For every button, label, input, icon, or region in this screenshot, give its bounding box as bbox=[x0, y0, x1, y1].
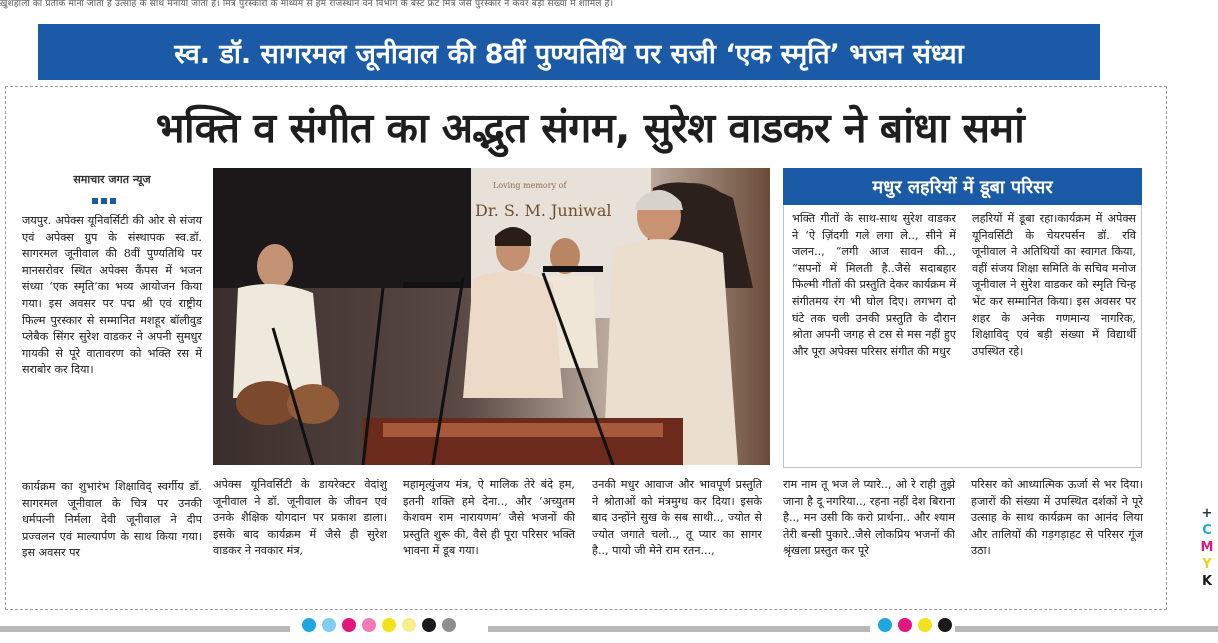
byline: समाचार जगत न्यूज bbox=[73, 173, 151, 186]
column-1-para-2 bbox=[22, 479, 202, 601]
grey-dot-icon bbox=[442, 618, 456, 632]
black-dot-icon bbox=[422, 618, 436, 632]
sidebar-right-column bbox=[972, 211, 1136, 461]
byline-ornament bbox=[92, 198, 116, 204]
cmyk-k: K bbox=[1201, 574, 1213, 589]
cmyk-m: M bbox=[1200, 540, 1214, 555]
column-5 bbox=[783, 477, 955, 602]
sidebar-heading: मधुर लहरियों में डूबा परिसर bbox=[783, 168, 1142, 205]
cmyk-y: Y bbox=[1202, 557, 1212, 572]
column-3 bbox=[403, 477, 575, 602]
cmyk-registration-mark bbox=[1198, 505, 1216, 590]
paragraph: राम नाम तू भज ले प्यारे.., ओ रे राही तुझे जाना है दू नगरिया.., रहना नहीं देश बिराना है.., मन उसी कि करो प्रार्थना.. और श्याम तेरी बन्सी पुकारे..जैसे लोकप्रिय भजनों की श्रृंखला प्रस्तुत कर पूरे bbox=[783, 478, 955, 558]
sidebar-left-column bbox=[792, 211, 956, 461]
lead-paragraph: जयपुर. अपेक्स यूनिवर्सिटी की ओर से संजय एवं अपेक्स ग्रुप के संस्थापक स्व.डॉ. सागरमल जूनीवाल की 8वीं पुण्यतिथि पर मानसरोवर स्थित अपेक्स कैंपस में भजन संध्या ‘एक स्मृति’का भव्य आयोजन किया गया। इस अवसर पर पद्म श्री एवं राष्ट्रीय फिल्म पुरस्कार से सम्मानित मशहूर बॉलीवुड प्लेबैक सिंगर सुरेश वाडकर ने अपनी सुमधुर गायकी से पूरे वातावरण को भक्ति रस में सराबोर कर दिया। bbox=[22, 214, 202, 377]
concert-photo-illustration bbox=[213, 168, 770, 465]
paragraph: परिसर को आध्यात्मिक ऊर्जा से भर दिया। हजारों की संख्या में उपस्थित दर्शकों ने पूरे उत्साह के साथ कार्यक्रम का आनंद लिया और तालियों की गड़गड़ाहट से परिसर गूंज उठा। bbox=[971, 478, 1143, 558]
cyan-dot-icon bbox=[302, 618, 316, 632]
yellow-dot-icon bbox=[918, 618, 932, 632]
column-6 bbox=[971, 477, 1143, 602]
light-cyan-dot-icon bbox=[322, 618, 336, 632]
paragraph: उनकी मधुर आवाज और भावपूर्ण प्रस्तुति ने श्रोताओं को मंत्रमुग्ध कर दिया। इसके बाद उन्होंने सुख के सब साथी.., ज्योत से ज्योत जगाते चलो.., तू प्यार का सागर है.., पायो जी मेने राम रतन..., bbox=[592, 478, 762, 558]
paragraph: कार्यक्रम का शुभारंभ शिक्षाविद् स्वर्गीय डॉ. सागरमल जूनीवाल के चित्र पर उनकी धर्मपत्नी निर्मला देवी जूनीवाल ने दीप प्रज्वलन एवं माल्यार्पण के साथ किया गया। इस अवसर पर bbox=[22, 480, 202, 560]
black-dot-icon bbox=[938, 618, 952, 632]
magenta-dot-icon bbox=[898, 618, 912, 632]
print-rule bbox=[0, 626, 1218, 632]
column-2 bbox=[213, 477, 387, 602]
color-registration-dots-left bbox=[302, 618, 456, 632]
color-registration-dots-right bbox=[878, 618, 952, 632]
magenta-dot-icon bbox=[342, 618, 356, 632]
column-4 bbox=[592, 477, 762, 602]
registration-plus-icon: + bbox=[1201, 506, 1213, 521]
light-yellow-dot-icon bbox=[402, 618, 416, 632]
photo-banner-small-text: Loving memory of bbox=[493, 181, 567, 190]
paragraph: भक्ति गीतों के साथ-साथ सुरेश वाडकर ने ‘ऐ ज़िंदगी गले लगा ले.., सीने में जलन.., “लगी आज सावन की.., “सपनों में मिलती है..जैसे सदाबहार फिल्मी गीतों की प्रस्तुति देकर कार्यक्रम में संगीतमय रंग भी घोल दिए। लगभग दो घंटे तक चली उनकी प्रस्तुति के दौरान श्रोता अपनी जगह से टस से मस नहीं हुए और पूरा अपेक्स परिसर संगीत की मधुर bbox=[792, 212, 956, 358]
paragraph: अपेक्स यूनिवर्सिटी के डायरेक्टर वेदांशु जूनीवाल ने डॉ. जूनीवाल के जीवन एवं उनके शैक्षिक योगदान पर प्रकाश डाला। इसके बाद कार्यक्रम में जैसे ही सुरेश वाडकर ने नवकार मंत्र, bbox=[213, 478, 387, 558]
paragraph: लहरियों में डूबा रहा।कार्यक्रम में अपेक्स यूनिवर्सिटी के चेयरपर्सन डॉ. रवि जूनीवाल ने अतिथियों का स्वागत किया, वहीं संजय शिक्षा समिति के सचिव मनोज जूनीवाल ने सुरेश वाडकर को स्मृति चिन्ह भेंट कर सम्मानित किया। इस अवसर पर शहर के अनेक गणमान्य नागरिक, शिक्षाविद् एवं बड़ी संख्या में विद्यार्थी उपस्थित रहे। bbox=[972, 212, 1136, 358]
top-strip-text: ख़ुशहाली का प्रतीक माना जाता है उत्साह के साथ मनाया जाता है। मित्र पुरस्कारों के माध्यम से हम राजस्थान वन विभाग के बेस्ट फ्रंट मित्र जैसे पुरस्कार ने कवर बड़ी संख्या में शामिल हैं। bbox=[0, 0, 614, 9]
cmyk-c: C bbox=[1202, 523, 1212, 538]
column-1-para-1 bbox=[22, 213, 202, 475]
article-headline: भक्ति व संगीत का अद्भुत संगम, सुरेश वाडकर ने बांधा समां bbox=[155, 104, 1025, 152]
photo-banner-text: Dr. S. M. Juniwal bbox=[475, 201, 612, 220]
concert-photo bbox=[213, 168, 770, 465]
headline-banner: स्व. डॉ. सागरमल जूनीवाल की 8वीं पुण्यतिथि पर सजी ‘एक स्मृति’ भजन संध्या bbox=[38, 24, 1100, 80]
light-magenta-dot-icon bbox=[362, 618, 376, 632]
cyan-dot-icon bbox=[878, 618, 892, 632]
yellow-dot-icon bbox=[382, 618, 396, 632]
paragraph: महामृत्युंजय मंत्र, ऐ मालिक तेरे बंदे हम, इतनी शक्ति हमे देना.., और ‘अच्युतम केशवम राम नारायणम’ जैसे भजनों की प्रस्तुति शुरू की, वैसे ही पूरा परिसर भक्ति भावना में डूब गया। bbox=[403, 478, 575, 558]
